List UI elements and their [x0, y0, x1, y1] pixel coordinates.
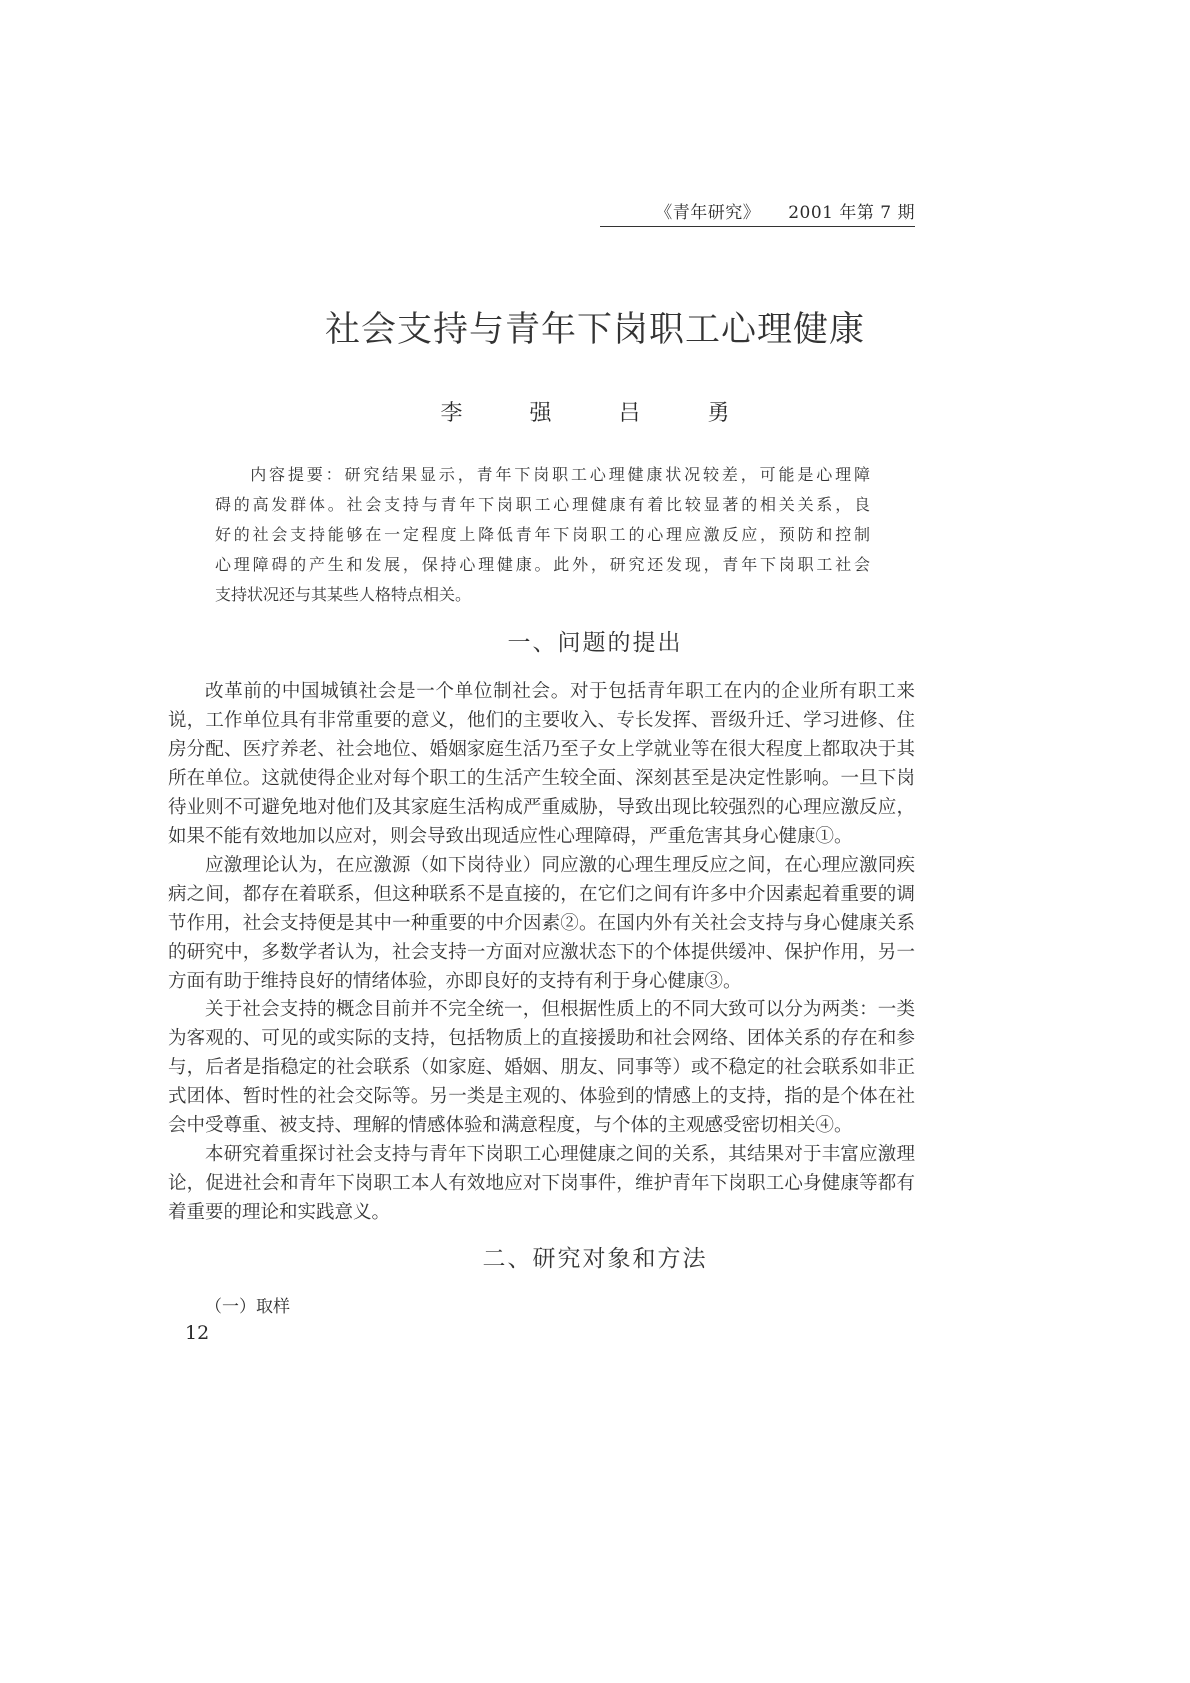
text-line: 为客观的、可见的或实际的支持，包括物质上的直接援助和社会网络、团体关系的存在和参: [168, 1028, 915, 1050]
text-line: 着重要的理论和实践意义。: [168, 1202, 391, 1224]
text-line: 房分配、医疗养老、社会地位、婚姻家庭生活乃至子女上学就业等在很大程度上都取决于其: [168, 738, 915, 760]
issue-number: 2001 年第 7 期: [788, 203, 915, 223]
text-line: 病之间，都存在着联系，但这种联系不是直接的，在它们之间有许多中介因素起着重要的调: [168, 883, 915, 905]
text-line: 所在单位。这就使得企业对每个职工的生活产生较全面、深刻甚至是决定性影响。一旦下岗: [168, 767, 915, 789]
text-line: 如果不能有效地加以应对，则会导致出现适应性心理障碍，严重危害其身心健康①。: [168, 825, 853, 847]
text-line: 会中受尊重、被支持、理解的情感体验和满意程度，与个体的主观感受密切相关④。: [168, 1115, 853, 1137]
paragraph: [168, 1141, 915, 1228]
text-line: 关于社会支持的概念目前并不完全统一，但根据性质上的不同大致可以分为两类：一类: [205, 999, 915, 1021]
section-heading: 一、问题的提出: [507, 630, 683, 656]
text-line: 心理障碍的产生和发展，保持心理健康。此外，研究还发现，青年下岗职工社会: [215, 555, 870, 574]
text-line: 节作用，社会支持便是其中一种重要的中介因素②。在国内外有关社会支持与身心健康关系: [168, 912, 915, 934]
text-line: 的研究中，多数学者认为，社会支持一方面对应激状态下的个体提供缓冲、保护作用，另一: [168, 941, 915, 963]
text-line: 内容提要：研究结果显示，青年下岗职工心理健康状况较差，可能是心理障: [250, 465, 870, 484]
text-line: 论，促进社会和青年下岗职工本人有效地应对下岗事件，维护青年下岗职工心身健康等都有: [168, 1173, 915, 1195]
running-header: [600, 198, 915, 227]
text-line: 碍的高发群体。社会支持与青年下岗职工心理健康有着比较显著的相关关系，良: [215, 495, 870, 514]
subsection-heading: （一）取样: [205, 1297, 290, 1317]
text-line: 支持状况还与其某些人格特点相关。: [215, 585, 472, 604]
text-line: 与，后者是指稳定的社会联系（如家庭、婚姻、朋友、同事等）或不稳定的社会联系如非正: [168, 1057, 915, 1079]
text-line: 好的社会支持能够在一定程度上降低青年下岗职工的心理应激反应，预防和控制: [215, 525, 870, 544]
paragraph: [168, 996, 915, 1141]
abstract: [215, 460, 870, 610]
paragraph: [168, 678, 915, 852]
text-line: 待业则不可避免地对他们及其家庭生活构成严重威胁，导致出现比较强烈的心理应激反应，: [168, 796, 915, 818]
page-number: 12: [185, 1322, 210, 1344]
section-heading: 二、研究对象和方法: [482, 1246, 708, 1272]
text-line: 说，工作单位具有非常重要的意义，他们的主要收入、专长发挥、晋级升迁、学习进修、住: [168, 709, 915, 731]
paragraph: [168, 852, 915, 997]
text-line: 式团体、暂时性的社会交际等。另一类是主观的、体验到的情感上的支持，指的是个体在社: [168, 1086, 915, 1108]
authors: 李 强 吕 勇: [440, 401, 750, 426]
journal-name: 《青年研究》: [655, 203, 761, 223]
text-line: 应激理论认为，在应激源（如下岗待业）同应激的心理生理反应之间，在心理应激同疾: [205, 854, 915, 876]
section-body: [168, 678, 915, 1228]
text-line: 改革前的中国城镇社会是一个单位制社会。对于包括青年职工在内的企业所有职工来: [205, 681, 915, 702]
text-line: 方面有助于维持良好的情绪体验，亦即良好的支持有利于身心健康③。: [168, 970, 742, 992]
text-line: 本研究着重探讨社会支持与青年下岗职工心理健康之间的关系，其结果对于丰富应激理: [205, 1144, 915, 1166]
article-title: 社会支持与青年下岗职工心理健康: [324, 310, 865, 350]
